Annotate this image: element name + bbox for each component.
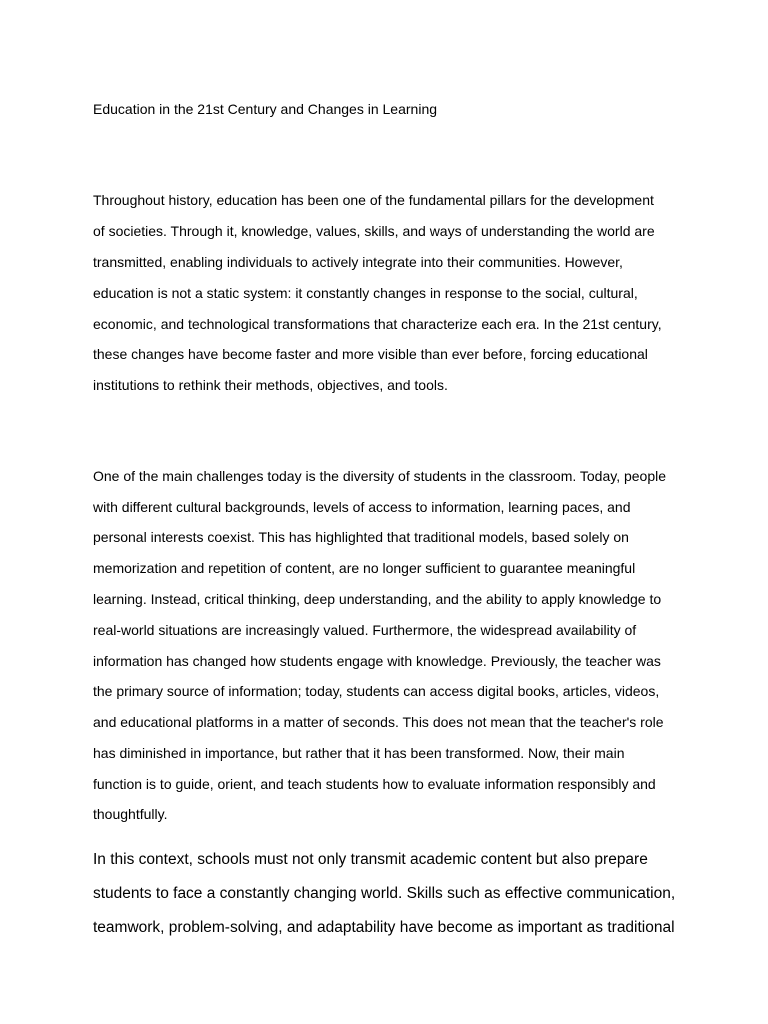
paragraph-line: of societies. Through it, knowledge, values, skills, and ways of understanding the world are [93, 223, 655, 239]
paragraph-line: and educational platforms in a matter of seconds. This does not mean that the teacher's role [93, 714, 664, 730]
paragraph-line: memorization and repetition of content, are no longer sufficient to guarantee meaningful [93, 560, 636, 576]
paragraph-line: students to face a constantly changing world. Skills such as effective communication, [93, 885, 676, 902]
paragraph-line: has diminished in importance, but rather that it has been transformed. Now, their main [93, 745, 625, 761]
paragraph-line: information has changed how students engage with knowledge. Previously, the teacher was [93, 653, 661, 669]
paragraph-line: these changes have become faster and more visible than ever before, forcing educational [93, 346, 648, 362]
paragraph-line: One of the main challenges today is the diversity of students in the classroom. Today, people [93, 468, 667, 484]
document-title: Education in the 21st Century and Changes in Learning [93, 101, 438, 117]
paragraph-line: thoughtfully. [93, 806, 168, 822]
paragraph-line: institutions to rethink their methods, objectives, and tools. [93, 377, 448, 393]
paragraph-line: transmitted, enabling individuals to actively integrate into their communities. However, [93, 254, 623, 270]
paragraph-line: economic, and technological transformations that characterize each era. In the 21st century, [93, 316, 662, 332]
paragraph-line: function is to guide, orient, and teach students how to evaluate information responsibly and [93, 776, 656, 792]
paragraph-line: In this context, schools must not only transmit academic content but also prepare [93, 851, 648, 868]
paragraph-line: learning. Instead, critical thinking, deep understanding, and the ability to apply knowledge to [93, 591, 662, 607]
paragraph-line: education is not a static system: it constantly changes in response to the social, cultural, [93, 285, 638, 301]
paragraph-line: the primary source of information; today, students can access digital books, articles, videos, [93, 683, 660, 699]
paragraph-line: personal interests coexist. This has highlighted that traditional models, based solely on [93, 529, 629, 545]
paragraph-line: Throughout history, education has been one of the fundamental pillars for the development [93, 192, 654, 208]
paragraph-line: with different cultural backgrounds, levels of access to information, learning paces, and [93, 499, 631, 515]
paragraph-line: teamwork, problem-solving, and adaptability have become as important as traditional [93, 919, 675, 936]
paragraph-line: real-world situations are increasingly valued. Furthermore, the widespread availability of [93, 622, 637, 638]
